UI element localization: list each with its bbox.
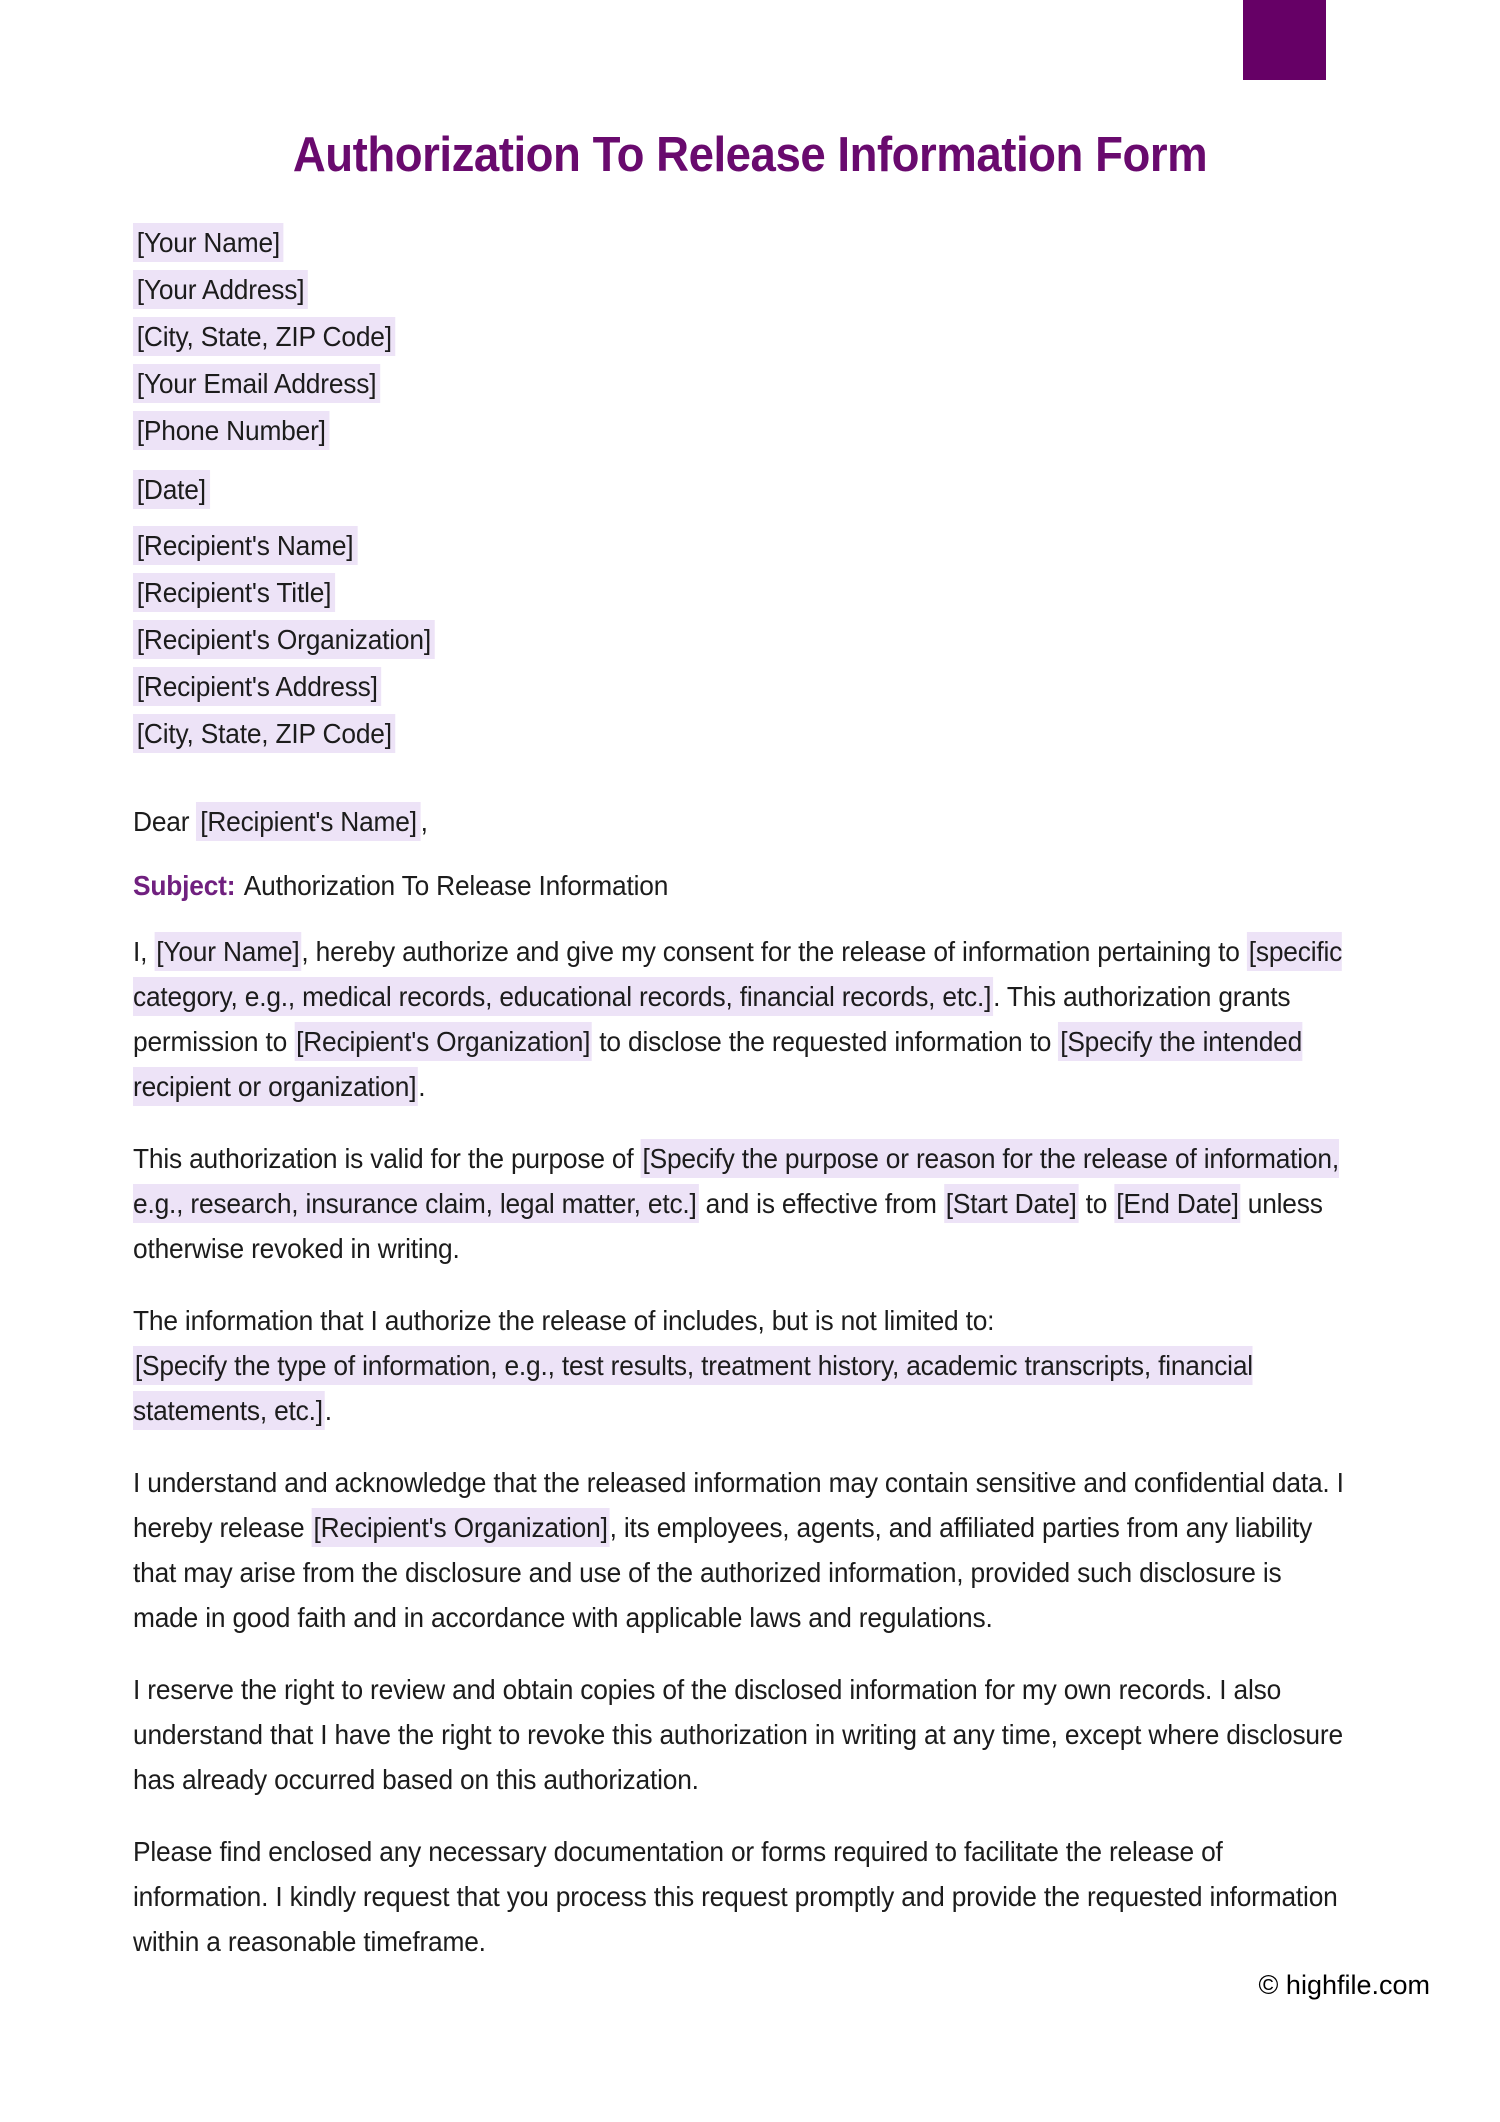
recipient-address-placeholder: [Recipient's Address] [133, 667, 382, 706]
footer [1259, 1968, 1430, 2002]
corner-accent-square [1243, 0, 1326, 80]
copyright-text: © highfile.com [1258, 1970, 1430, 2000]
recipient-city-placeholder: [City, State, ZIP Code] [133, 714, 396, 753]
letter-body [133, 223, 1353, 1964]
page-title: Authorization To Release Information Form [292, 128, 1208, 182]
sender-address-placeholder: [Your Address] [133, 270, 308, 309]
paragraph-closing-request: Please find enclosed any necessary documentation or forms required to facilitate the release of information. I kindly request that you process this request promptly and provide the requested information within a reasonable timeframe. [133, 1836, 1338, 1957]
sender-line [133, 270, 1353, 310]
salutation: Dear [Recipient's Name] , [133, 802, 1353, 842]
sender-city-placeholder: [City, State, ZIP Code] [133, 317, 396, 356]
paragraph-liability-release: I understand and acknowledge that the released information may contain sensitive and confidential data. I hereby release [Recipient's Organization], its employees, agents, and affiliated parties from any liability that may arise from the disclosure and use of the authorized information, provided such disclosure is made in good faith and in accordance with applicable laws and regulations. [133, 1467, 1344, 1633]
date-line [133, 470, 1353, 510]
subject-text: Authorization To Release Information [243, 870, 669, 901]
recipient-block [133, 526, 1353, 754]
recipient-line [133, 667, 1353, 707]
recipient-title-placeholder: [Recipient's Title] [133, 573, 335, 612]
sender-email-placeholder: [Your Email Address] [133, 364, 380, 403]
subject-line [133, 866, 1353, 906]
recipient-line [133, 573, 1353, 613]
recipient-line [133, 526, 1353, 566]
date-placeholder: [Date] [133, 470, 210, 509]
sender-line [133, 223, 1353, 263]
paragraph-authorization: I, [Your Name], hereby authorize and give my consent for the release of information pertaining to [specific category, e.g., medical records, educational records, financial records, etc.]. This authorization grants permission to [Recipient's Organization] to disclose the requested information to [Specify the intended recipient or organization]. [133, 929, 1353, 1109]
paragraph-rights: I reserve the right to review and obtain copies of the disclosed information for my own records. I also understand that I have the right to revoke this authorization in writing at any time, except where disclosure has already occurred based on this authorization. [133, 1674, 1343, 1795]
sender-line [133, 411, 1353, 451]
recipient-name-placeholder: [Recipient's Name] [133, 526, 357, 565]
paragraph-information-types: The information that I authorize the release of includes, but is not limited to: [Specify the type of information, e.g., test results, treatment history, academic transcripts, financial statements, etc.]. [133, 1298, 1353, 1433]
sender-name-placeholder: [Your Name] [133, 223, 284, 262]
subject-label: Subject: [133, 870, 236, 901]
paragraph-validity: This authorization is valid for the purpose of [Specify the purpose or reason for the release of information, e.g., research, insurance claim, legal matter, etc.] and is effective from [Start Date] to [End Date] unless otherwise revoked in writing. [133, 1136, 1353, 1271]
sender-line [133, 317, 1353, 357]
recipient-line [133, 620, 1353, 660]
sender-phone-placeholder: [Phone Number] [133, 411, 330, 450]
sender-block [133, 223, 1353, 451]
sender-line [133, 364, 1353, 404]
recipient-organization-placeholder: [Recipient's Organization] [133, 620, 435, 659]
recipient-line [133, 714, 1353, 754]
